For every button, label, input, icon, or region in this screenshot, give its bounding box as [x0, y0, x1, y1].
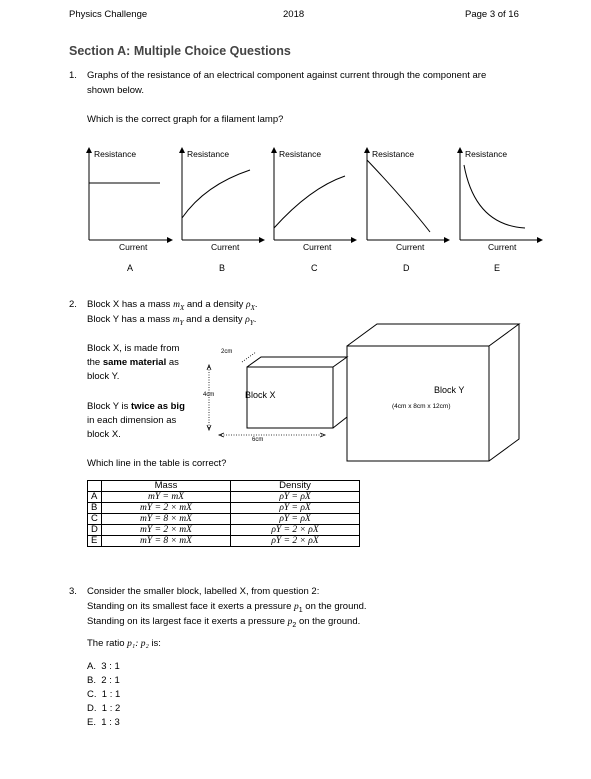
header-left: Physics Challenge	[69, 9, 148, 20]
graph-d-letter: D	[403, 263, 410, 273]
q3-option-d[interactable]: D. 1 : 2	[87, 703, 121, 714]
graph-a-xlabel: Current	[119, 242, 148, 252]
block-x-desc-1: Block X, is made from	[87, 343, 180, 354]
row-density: ρY = ρX	[231, 492, 360, 503]
q3-option-b[interactable]: B. 2 : 1	[87, 675, 120, 686]
block-x-desc-3: block Y.	[87, 371, 120, 382]
q2-answer-table	[87, 480, 360, 547]
q1-number: 1.	[69, 70, 77, 81]
q2-number: 2.	[69, 299, 77, 310]
row-mass: mY = 8 × mX	[102, 514, 231, 525]
block-y-dimensions: (4cm x 8cm x 12cm)	[392, 403, 451, 410]
graph-a-ylabel: Resistance	[94, 149, 137, 159]
row-density: ρY = ρX	[231, 503, 360, 514]
row-density: ρY = 2 × ρX	[231, 525, 360, 536]
row-letter: C	[88, 514, 102, 525]
q3-ratio-prompt: The ratio p₁: p₂ is:	[87, 638, 161, 649]
table-row	[88, 514, 360, 525]
block-y-label: Block Y	[434, 385, 465, 395]
graph-b-ylabel: Resistance	[187, 149, 230, 159]
row-letter: E	[88, 536, 102, 547]
q1-text-line1: Graphs of the resistance of an electrical component against current through the component are	[87, 70, 487, 81]
row-mass: mY = 2 × mX	[102, 525, 231, 536]
dim-2cm-label: 2cm	[221, 349, 233, 355]
header-page-number: Page 3 of 16	[465, 9, 519, 20]
block-x-desc-2: the same material as	[87, 357, 179, 368]
graph-a-letter: A	[127, 263, 134, 273]
q3-number: 3.	[69, 586, 77, 597]
q1-text-line2: shown below.	[87, 85, 145, 96]
row-density: ρY = 2 × ρX	[231, 536, 360, 547]
graph-e-ylabel: Resistance	[465, 149, 508, 159]
graph-b-letter: B	[219, 263, 226, 273]
row-density: ρY = ρX	[231, 514, 360, 525]
q3-line3: Standing on its largest face it exerts a pressure $p_2$ on the ground.	[87, 616, 361, 629]
graph-c-xlabel: Current	[303, 242, 332, 252]
q3-option-c[interactable]: C. 1 : 1	[87, 689, 121, 700]
section-title: Section A: Multiple Choice Questions	[69, 44, 291, 58]
q3-line2: Standing on its smallest face it exerts a pressure $p_1$ on the ground.	[87, 601, 367, 614]
row-mass: mY = 8 × mX	[102, 536, 231, 547]
row-letter: B	[88, 503, 102, 514]
dim-4cm-label: 4cm	[203, 392, 215, 398]
row-letter: A	[88, 492, 102, 503]
graph-c-letter: C	[311, 263, 318, 273]
graph-d	[367, 150, 447, 240]
q3-line1: Consider the smaller block, labelled X, from question 2:	[87, 586, 320, 597]
table-row	[88, 536, 360, 547]
graph-b-xlabel: Current	[211, 242, 240, 252]
q3-option-e[interactable]: E. 1 : 3	[87, 717, 120, 728]
graph-d-ylabel: Resistance	[372, 149, 415, 159]
table-row	[88, 525, 360, 536]
block-x-label: Block X	[245, 390, 276, 400]
q1-prompt: Which is the correct graph for a filament lamp?	[87, 114, 284, 125]
block-y-desc-1: Block Y is twice as big	[87, 401, 185, 412]
graph-e-letter: E	[494, 263, 501, 273]
row-mass: mY = 2 × mX	[102, 503, 231, 514]
q3-option-a[interactable]: A. 3 : 1	[87, 661, 120, 672]
table-header-mass: Mass	[102, 481, 231, 492]
graph-c	[274, 150, 354, 240]
dim-6cm-label: 6cm	[252, 437, 264, 443]
table-header-density: Density	[231, 481, 360, 492]
graph-d-xlabel: Current	[396, 242, 425, 252]
table-header-row	[88, 481, 360, 492]
graph-b	[182, 150, 262, 240]
graph-e-xlabel: Current	[488, 242, 517, 252]
row-letter: D	[88, 525, 102, 536]
table-header-cell	[88, 481, 102, 492]
graph-c-ylabel: Resistance	[279, 149, 322, 159]
q2-line2: Block Y has a mass $m_Y$ and a density $\rho_Y$.	[87, 314, 257, 327]
block-y-desc-2: in each dimension as	[87, 415, 177, 426]
table-row	[88, 492, 360, 503]
header-year: 2018	[283, 9, 305, 20]
graph-a	[89, 150, 170, 240]
table-row	[88, 503, 360, 514]
q2-table-prompt: Which line in the table is correct?	[87, 458, 227, 469]
graph-e	[460, 150, 540, 240]
q2-line1: Block X has a mass $m_X$ and a density $\rho_X$.	[87, 299, 258, 312]
row-mass: mY = mX	[102, 492, 231, 503]
block-y-desc-3: block X.	[87, 429, 121, 440]
